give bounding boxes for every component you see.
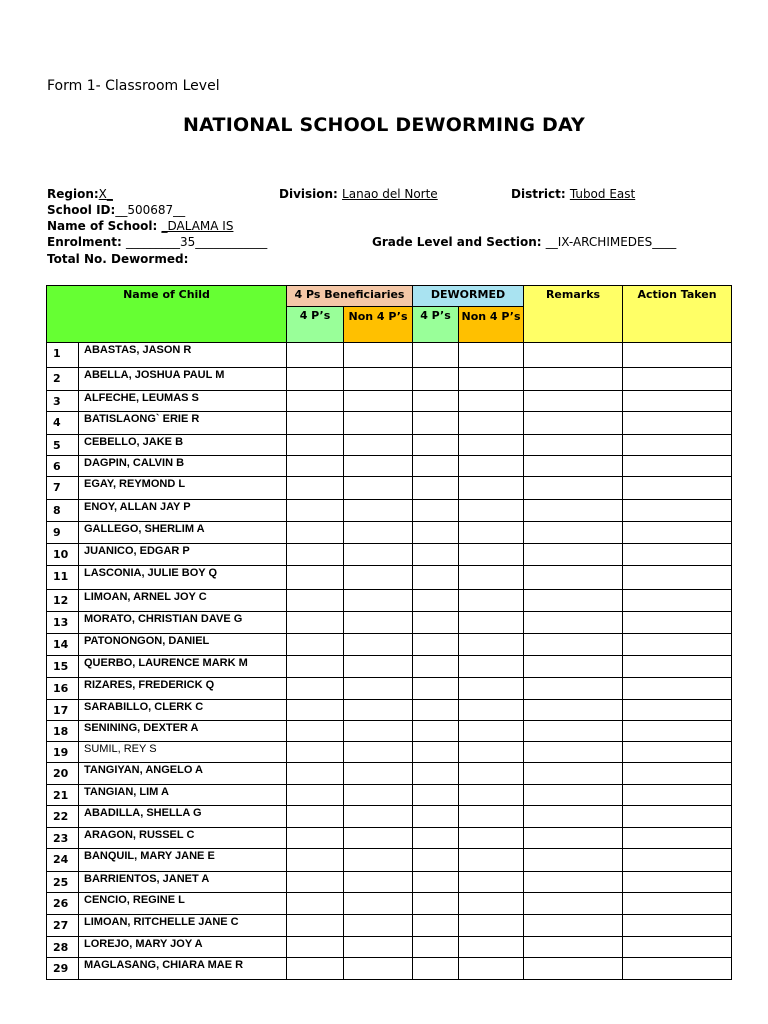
header-name-of-child: Name of Child	[47, 286, 287, 343]
cell-4ps[interactable]	[287, 566, 344, 590]
cell-dewormed-4ps[interactable]	[413, 785, 459, 806]
child-name: BATISLAONG` ERIE R	[79, 412, 287, 435]
child-name: LIMOAN, ARNEL JOY C	[79, 590, 287, 612]
child-name: ARAGON, RUSSEL C	[79, 828, 287, 849]
table-row	[47, 612, 732, 634]
child-name: ENOY, ALLAN JAY P	[79, 500, 287, 522]
cell-dewormed-non-4ps[interactable]	[459, 391, 524, 412]
cell-dewormed-4ps[interactable]	[413, 566, 459, 590]
cell-dewormed-4ps[interactable]	[413, 937, 459, 958]
child-name: BANQUIL, MARY JANE E	[79, 849, 287, 872]
table-row	[47, 435, 732, 456]
child-name: SARABILLO, CLERK C	[79, 700, 287, 721]
cell-dewormed-non-4ps[interactable]	[459, 435, 524, 456]
child-name: LOREJO, MARY JOY A	[79, 937, 287, 958]
cell-remarks[interactable]	[524, 785, 623, 806]
cell-non-4ps[interactable]	[344, 522, 413, 544]
child-name: SUMIL, REY S	[79, 742, 287, 763]
region-value: X	[98, 187, 107, 201]
cell-dewormed-4ps[interactable]	[413, 368, 459, 391]
child-name: MORATO, CHRISTIAN DAVE G	[79, 612, 287, 634]
cell-4ps[interactable]	[287, 828, 344, 849]
cell-dewormed-4ps[interactable]	[413, 343, 459, 368]
cell-dewormed-non-4ps[interactable]	[459, 678, 524, 700]
cell-remarks[interactable]	[524, 544, 623, 566]
table-row	[47, 456, 732, 477]
cell-remarks[interactable]	[524, 412, 623, 435]
cell-remarks[interactable]	[524, 742, 623, 763]
cell-dewormed-non-4ps[interactable]	[459, 785, 524, 806]
table-row	[47, 872, 732, 893]
cell-non-4ps[interactable]	[344, 849, 413, 872]
table-row	[47, 477, 732, 500]
cell-dewormed-4ps[interactable]	[413, 656, 459, 678]
child-name: CENCIO, REGINE L	[79, 893, 287, 915]
table-row	[47, 806, 732, 828]
cell-action-taken[interactable]	[623, 915, 732, 937]
cell-4ps[interactable]	[287, 412, 344, 435]
cell-4ps[interactable]	[287, 391, 344, 412]
cell-dewormed-4ps[interactable]	[413, 849, 459, 872]
row-number: 23	[47, 828, 79, 849]
cell-non-4ps[interactable]	[344, 806, 413, 828]
cell-4ps[interactable]	[287, 477, 344, 500]
row-number: 3	[47, 391, 79, 412]
row-number: 8	[47, 500, 79, 522]
table-row	[47, 700, 732, 721]
cell-remarks[interactable]	[524, 391, 623, 412]
cell-dewormed-4ps[interactable]	[413, 612, 459, 634]
cell-remarks[interactable]	[524, 937, 623, 958]
cell-non-4ps[interactable]	[344, 500, 413, 522]
cell-non-4ps[interactable]	[344, 368, 413, 391]
cell-4ps[interactable]	[287, 915, 344, 937]
row-number: 28	[47, 937, 79, 958]
cell-non-4ps[interactable]	[344, 872, 413, 893]
cell-4ps[interactable]	[287, 893, 344, 915]
cell-remarks[interactable]	[524, 456, 623, 477]
cell-4ps[interactable]	[287, 700, 344, 721]
table-row	[47, 500, 732, 522]
subheader-non-4ps: Non 4 P’s	[344, 307, 413, 343]
child-name: TANGIAN, LIM A	[79, 785, 287, 806]
cell-remarks[interactable]	[524, 343, 623, 368]
row-number: 1	[47, 343, 79, 368]
cell-remarks[interactable]	[524, 893, 623, 915]
cell-remarks[interactable]	[524, 656, 623, 678]
page-title: NATIONAL SCHOOL DEWORMING DAY	[183, 114, 585, 136]
cell-4ps[interactable]	[287, 958, 344, 980]
cell-non-4ps[interactable]	[344, 435, 413, 456]
cell-dewormed-4ps[interactable]	[413, 915, 459, 937]
cell-action-taken[interactable]	[623, 435, 732, 456]
cell-dewormed-non-4ps[interactable]	[459, 872, 524, 893]
row-number: 26	[47, 893, 79, 915]
cell-remarks[interactable]	[524, 915, 623, 937]
cell-dewormed-non-4ps[interactable]	[459, 958, 524, 980]
row-number: 10	[47, 544, 79, 566]
cell-dewormed-4ps[interactable]	[413, 828, 459, 849]
cell-dewormed-4ps[interactable]	[413, 590, 459, 612]
cell-action-taken[interactable]	[623, 368, 732, 391]
header-row	[47, 286, 732, 307]
cell-remarks[interactable]	[524, 958, 623, 980]
cell-dewormed-non-4ps[interactable]	[459, 721, 524, 742]
region-field: Region:X_	[47, 187, 113, 201]
row-number: 15	[47, 656, 79, 678]
cell-4ps[interactable]	[287, 368, 344, 391]
cell-remarks[interactable]	[524, 368, 623, 391]
row-number: 17	[47, 700, 79, 721]
cell-remarks[interactable]	[524, 500, 623, 522]
child-name: DAGPIN, CALVIN B	[79, 456, 287, 477]
cell-4ps[interactable]	[287, 678, 344, 700]
cell-dewormed-non-4ps[interactable]	[459, 412, 524, 435]
cell-non-4ps[interactable]	[344, 590, 413, 612]
grade-label: Grade Level and Section:	[372, 235, 542, 249]
child-name: PATONONGON, DANIEL	[79, 634, 287, 656]
school-id-label: School ID:	[47, 203, 116, 217]
row-number: 18	[47, 721, 79, 742]
cell-dewormed-non-4ps[interactable]	[459, 368, 524, 391]
district-label: District:	[511, 187, 566, 201]
table-row	[47, 634, 732, 656]
row-number: 7	[47, 477, 79, 500]
table-row	[47, 678, 732, 700]
district-value: Tubod East	[569, 187, 636, 201]
row-number: 11	[47, 566, 79, 590]
cell-dewormed-non-4ps[interactable]	[459, 656, 524, 678]
cell-4ps[interactable]	[287, 937, 344, 958]
cell-4ps[interactable]	[287, 544, 344, 566]
cell-action-taken[interactable]	[623, 634, 732, 656]
deworming-table	[46, 285, 732, 980]
cell-non-4ps[interactable]	[344, 915, 413, 937]
row-number: 19	[47, 742, 79, 763]
child-name: RIZARES, FREDERICK Q	[79, 678, 287, 700]
cell-non-4ps[interactable]	[344, 612, 413, 634]
row-number: 25	[47, 872, 79, 893]
cell-action-taken[interactable]	[623, 612, 732, 634]
cell-dewormed-4ps[interactable]	[413, 893, 459, 915]
cell-4ps[interactable]	[287, 612, 344, 634]
child-name: ABADILLA, SHELLA G	[79, 806, 287, 828]
cell-dewormed-non-4ps[interactable]	[459, 612, 524, 634]
school-id-field	[47, 203, 185, 217]
cell-dewormed-non-4ps[interactable]	[459, 590, 524, 612]
cell-action-taken[interactable]	[623, 500, 732, 522]
cell-action-taken[interactable]	[623, 806, 732, 828]
child-name: QUERBO, LAURENCE MARK M	[79, 656, 287, 678]
table-row	[47, 937, 732, 958]
cell-dewormed-4ps[interactable]	[413, 958, 459, 980]
child-name: ALFECHE, LEUMAS S	[79, 391, 287, 412]
header-action-taken: Action Taken	[623, 286, 732, 343]
cell-remarks[interactable]	[524, 828, 623, 849]
cell-remarks[interactable]	[524, 678, 623, 700]
row-number: 21	[47, 785, 79, 806]
cell-action-taken[interactable]	[623, 742, 732, 763]
cell-4ps[interactable]	[287, 872, 344, 893]
table-row	[47, 391, 732, 412]
form-label: Form 1- Classroom Level	[47, 78, 220, 94]
cell-remarks[interactable]	[524, 700, 623, 721]
cell-non-4ps[interactable]	[344, 893, 413, 915]
row-number: 12	[47, 590, 79, 612]
division-value: Lanao del Norte	[342, 187, 438, 201]
cell-action-taken[interactable]	[623, 937, 732, 958]
cell-non-4ps[interactable]	[344, 785, 413, 806]
cell-action-taken[interactable]	[623, 849, 732, 872]
row-number: 22	[47, 806, 79, 828]
row-number: 20	[47, 763, 79, 785]
cell-dewormed-non-4ps[interactable]	[459, 742, 524, 763]
cell-4ps[interactable]	[287, 590, 344, 612]
cell-non-4ps[interactable]	[344, 634, 413, 656]
cell-dewormed-non-4ps[interactable]	[459, 937, 524, 958]
cell-4ps[interactable]	[287, 522, 344, 544]
cell-non-4ps[interactable]	[344, 656, 413, 678]
cell-4ps[interactable]	[287, 343, 344, 368]
grade-field	[372, 235, 676, 249]
cell-action-taken[interactable]	[623, 872, 732, 893]
child-name: TANGIYAN, ANGELO A	[79, 763, 287, 785]
dewormed-field	[47, 252, 188, 266]
cell-4ps[interactable]	[287, 785, 344, 806]
cell-4ps[interactable]	[287, 721, 344, 742]
cell-remarks[interactable]	[524, 522, 623, 544]
cell-4ps[interactable]	[287, 656, 344, 678]
cell-action-taken[interactable]	[623, 656, 732, 678]
enrolment-value: _________35____________	[125, 235, 268, 249]
cell-remarks[interactable]	[524, 566, 623, 590]
table-row	[47, 566, 732, 590]
cell-dewormed-4ps[interactable]	[413, 477, 459, 500]
row-number: 24	[47, 849, 79, 872]
cell-action-taken[interactable]	[623, 590, 732, 612]
cell-non-4ps[interactable]	[344, 763, 413, 785]
cell-non-4ps[interactable]	[344, 937, 413, 958]
table-row	[47, 412, 732, 435]
cell-non-4ps[interactable]	[344, 391, 413, 412]
cell-dewormed-4ps[interactable]	[413, 522, 459, 544]
cell-non-4ps[interactable]	[344, 742, 413, 763]
table-row	[47, 656, 732, 678]
row-number: 5	[47, 435, 79, 456]
division-field	[279, 187, 438, 201]
child-name: LIMOAN, RITCHELLE JANE C	[79, 915, 287, 937]
cell-remarks[interactable]	[524, 806, 623, 828]
cell-4ps[interactable]	[287, 742, 344, 763]
child-name: CEBELLO, JAKE B	[79, 435, 287, 456]
cell-dewormed-4ps[interactable]	[413, 634, 459, 656]
cell-dewormed-non-4ps[interactable]	[459, 634, 524, 656]
cell-4ps[interactable]	[287, 634, 344, 656]
cell-remarks[interactable]	[524, 590, 623, 612]
cell-dewormed-non-4ps[interactable]	[459, 500, 524, 522]
cell-dewormed-4ps[interactable]	[413, 391, 459, 412]
cell-dewormed-non-4ps[interactable]	[459, 700, 524, 721]
child-name: SENINING, DEXTER A	[79, 721, 287, 742]
cell-action-taken[interactable]	[623, 958, 732, 980]
district-field	[511, 187, 635, 201]
cell-dewormed-4ps[interactable]	[413, 763, 459, 785]
cell-non-4ps[interactable]	[344, 700, 413, 721]
table-row	[47, 721, 732, 742]
cell-action-taken[interactable]	[623, 544, 732, 566]
table-row	[47, 343, 732, 368]
row-number: 9	[47, 522, 79, 544]
subheader-4ps: 4 P’s	[287, 307, 344, 343]
cell-dewormed-4ps[interactable]	[413, 700, 459, 721]
dewormed-label: Total No. Dewormed:	[47, 252, 189, 266]
cell-action-taken[interactable]	[623, 456, 732, 477]
cell-non-4ps[interactable]	[344, 412, 413, 435]
cell-4ps[interactable]	[287, 435, 344, 456]
cell-non-4ps[interactable]	[344, 721, 413, 742]
table-row	[47, 544, 732, 566]
row-number: 6	[47, 456, 79, 477]
cell-action-taken[interactable]	[623, 477, 732, 500]
table-row	[47, 368, 732, 391]
cell-non-4ps[interactable]	[344, 456, 413, 477]
cell-4ps[interactable]	[287, 763, 344, 785]
cell-4ps[interactable]	[287, 806, 344, 828]
cell-dewormed-4ps[interactable]	[413, 872, 459, 893]
enrolment-field	[47, 235, 267, 249]
cell-action-taken[interactable]	[623, 412, 732, 435]
cell-dewormed-non-4ps[interactable]	[459, 849, 524, 872]
table-row	[47, 742, 732, 763]
cell-dewormed-4ps[interactable]	[413, 500, 459, 522]
cell-remarks[interactable]	[524, 634, 623, 656]
cell-action-taken[interactable]	[623, 391, 732, 412]
cell-dewormed-non-4ps[interactable]	[459, 456, 524, 477]
cell-non-4ps[interactable]	[344, 343, 413, 368]
header-remarks: Remarks	[524, 286, 623, 343]
child-name: GALLEGO, SHERLIM A	[79, 522, 287, 544]
cell-4ps[interactable]	[287, 456, 344, 477]
cell-4ps[interactable]	[287, 849, 344, 872]
child-name: ABASTAS, JASON R	[79, 343, 287, 368]
cell-4ps[interactable]	[287, 500, 344, 522]
cell-non-4ps[interactable]	[344, 477, 413, 500]
cell-action-taken[interactable]	[623, 566, 732, 590]
cell-remarks[interactable]	[524, 872, 623, 893]
cell-action-taken[interactable]	[623, 828, 732, 849]
cell-dewormed-non-4ps[interactable]	[459, 893, 524, 915]
cell-dewormed-4ps[interactable]	[413, 456, 459, 477]
cell-action-taken[interactable]	[623, 522, 732, 544]
cell-action-taken[interactable]	[623, 893, 732, 915]
cell-dewormed-non-4ps[interactable]	[459, 343, 524, 368]
cell-remarks[interactable]	[524, 612, 623, 634]
child-name: LASCONIA, JULIE BOY Q	[79, 566, 287, 590]
cell-action-taken[interactable]	[623, 678, 732, 700]
subheader-dewormed-non-4ps: Non 4 P’s	[459, 307, 524, 343]
child-name: BARRIENTOS, JANET A	[79, 872, 287, 893]
cell-dewormed-non-4ps[interactable]	[459, 477, 524, 500]
header-beneficiaries: 4 Ps Beneficiaries	[287, 286, 413, 307]
table-row	[47, 785, 732, 806]
school-name-value: _DALAMA IS	[161, 219, 234, 233]
row-number: 14	[47, 634, 79, 656]
cell-dewormed-non-4ps[interactable]	[459, 915, 524, 937]
table-row	[47, 849, 732, 872]
cell-remarks[interactable]	[524, 435, 623, 456]
enrolment-label: Enrolment:	[47, 235, 122, 249]
table-row	[47, 893, 732, 915]
row-number: 27	[47, 915, 79, 937]
row-number: 29	[47, 958, 79, 980]
child-name: EGAY, REYMOND L	[79, 477, 287, 500]
cell-dewormed-non-4ps[interactable]	[459, 544, 524, 566]
cell-action-taken[interactable]	[623, 785, 732, 806]
row-number: 2	[47, 368, 79, 391]
cell-action-taken[interactable]	[623, 343, 732, 368]
cell-remarks[interactable]	[524, 849, 623, 872]
grade-value: __IX-ARCHIMEDES____	[545, 235, 677, 249]
table-row	[47, 915, 732, 937]
cell-action-taken[interactable]	[623, 763, 732, 785]
cell-non-4ps[interactable]	[344, 828, 413, 849]
cell-dewormed-4ps[interactable]	[413, 806, 459, 828]
child-name: MAGLASANG, CHIARA MAE R	[79, 958, 287, 980]
row-number: 4	[47, 412, 79, 435]
table-row	[47, 958, 732, 980]
cell-dewormed-4ps[interactable]	[413, 435, 459, 456]
cell-dewormed-non-4ps[interactable]	[459, 522, 524, 544]
cell-action-taken[interactable]	[623, 721, 732, 742]
child-name: JUANICO, EDGAR P	[79, 544, 287, 566]
cell-dewormed-4ps[interactable]	[413, 544, 459, 566]
cell-dewormed-4ps[interactable]	[413, 412, 459, 435]
table-row	[47, 828, 732, 849]
division-label: Division:	[279, 187, 338, 201]
row-number: 13	[47, 612, 79, 634]
table-row	[47, 522, 732, 544]
school-name-field	[47, 219, 233, 233]
region-label: Region:	[47, 187, 99, 201]
cell-dewormed-4ps[interactable]	[413, 742, 459, 763]
child-name: ABELLA, JOSHUA PAUL M	[79, 368, 287, 391]
cell-dewormed-non-4ps[interactable]	[459, 806, 524, 828]
table-row	[47, 763, 732, 785]
subheader-dewormed-4ps: 4 P’s	[413, 307, 459, 343]
header-dewormed: DEWORMED	[413, 286, 524, 307]
row-number: 16	[47, 678, 79, 700]
cell-action-taken[interactable]	[623, 700, 732, 721]
cell-remarks[interactable]	[524, 477, 623, 500]
cell-non-4ps[interactable]	[344, 958, 413, 980]
cell-non-4ps[interactable]	[344, 678, 413, 700]
school-id-value: __500687__	[115, 203, 186, 217]
cell-non-4ps[interactable]	[344, 544, 413, 566]
cell-remarks[interactable]	[524, 721, 623, 742]
cell-dewormed-non-4ps[interactable]	[459, 566, 524, 590]
cell-dewormed-4ps[interactable]	[413, 721, 459, 742]
school-name-label: Name of School:	[47, 219, 158, 233]
cell-dewormed-non-4ps[interactable]	[459, 763, 524, 785]
table-row	[47, 590, 732, 612]
cell-dewormed-non-4ps[interactable]	[459, 828, 524, 849]
cell-dewormed-4ps[interactable]	[413, 678, 459, 700]
cell-remarks[interactable]	[524, 763, 623, 785]
cell-non-4ps[interactable]	[344, 566, 413, 590]
